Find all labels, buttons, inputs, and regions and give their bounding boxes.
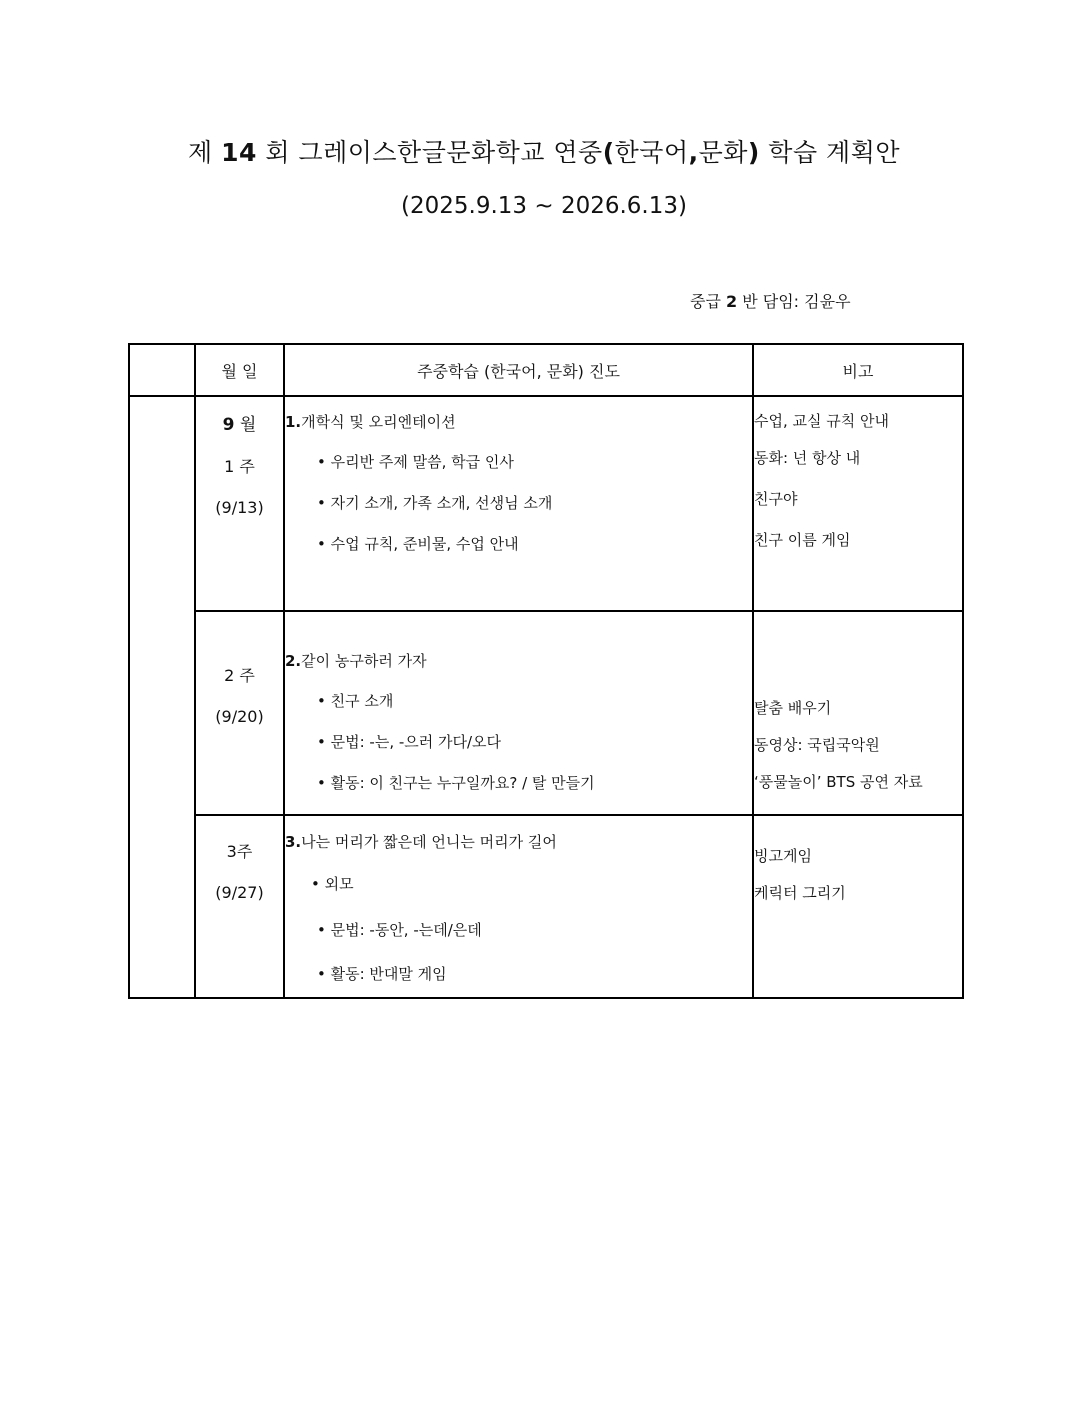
table-row bbox=[129, 815, 963, 998]
topic-title: 3.나는 머리가 짧은데 언니는 머리가 길어 bbox=[285, 833, 557, 851]
topic-title: 2.같이 농구하러 가자 bbox=[285, 652, 427, 670]
list-item: • 문법: -동안, -는데/은데 bbox=[317, 921, 482, 939]
notes-cell bbox=[753, 396, 963, 611]
week-cell bbox=[195, 611, 284, 815]
table-header-row bbox=[129, 344, 963, 396]
week-label: 1 주 bbox=[224, 457, 255, 476]
note-line: 친구야 bbox=[754, 490, 798, 508]
class-teacher-info: 중급 2 반 담임: 김윤우 bbox=[690, 292, 851, 311]
week-cell bbox=[195, 815, 284, 998]
list-item: • 외모 bbox=[311, 875, 354, 893]
week-date: (9/27) bbox=[215, 883, 264, 902]
note-line: 친구 이름 게임 bbox=[754, 531, 851, 549]
notes-cell bbox=[753, 611, 963, 815]
header-date: 월 일 bbox=[195, 344, 284, 396]
week-label: 3주 bbox=[226, 842, 253, 861]
note-line: 동화: 넌 항상 내 bbox=[754, 449, 861, 467]
lesson-plan-table bbox=[128, 343, 964, 999]
list-item: • 우리반 주제 말씀, 학급 인사 bbox=[317, 453, 514, 471]
content-cell bbox=[284, 815, 753, 998]
content-cell bbox=[284, 396, 753, 611]
note-line: 케릭터 그리기 bbox=[754, 884, 846, 902]
list-item: • 활동: 이 친구는 누구일까요? / 탈 만들기 bbox=[317, 774, 595, 792]
header-notes: 비고 bbox=[753, 344, 963, 396]
blank-left-column bbox=[129, 396, 195, 998]
content-cell bbox=[284, 611, 753, 815]
note-line: ‘풍물놀이’ BTS 공연 자료 bbox=[754, 773, 923, 791]
header-content: 주중학습 (한국어, 문화) 진도 bbox=[284, 344, 753, 396]
list-item: • 문법: -는, -으러 가다/오다 bbox=[317, 733, 502, 751]
note-line: 수업, 교실 규칙 안내 bbox=[754, 412, 889, 430]
week-date: (9/20) bbox=[215, 707, 264, 726]
document-title: 제 14 회 그레이스한글문화학교 연중(한국어,문화) 학습 계획안 bbox=[188, 138, 900, 167]
month-label: 9 월 bbox=[222, 415, 257, 435]
list-item: • 친구 소개 bbox=[317, 692, 394, 710]
note-line: 탈춤 배우기 bbox=[754, 699, 832, 717]
notes-cell bbox=[753, 815, 963, 998]
list-item: • 활동: 반대말 게임 bbox=[317, 965, 447, 983]
list-item: • 자기 소개, 가족 소개, 선생님 소개 bbox=[317, 494, 553, 512]
week-date: (9/13) bbox=[215, 498, 264, 517]
table-row bbox=[129, 396, 963, 611]
table-row bbox=[129, 611, 963, 815]
week-cell bbox=[195, 396, 284, 611]
header-empty-cell bbox=[129, 344, 195, 396]
document-period: (2025.9.13 ~ 2026.6.13) bbox=[401, 193, 687, 219]
note-line: 동영상: 국립국악원 bbox=[754, 736, 880, 754]
topic-title: 1.개학식 및 오리엔테이션 bbox=[285, 413, 456, 431]
week-label: 2 주 bbox=[224, 666, 255, 685]
list-item: • 수업 규칙, 준비물, 수업 안내 bbox=[317, 535, 519, 553]
note-line: 빙고게임 bbox=[754, 847, 812, 865]
